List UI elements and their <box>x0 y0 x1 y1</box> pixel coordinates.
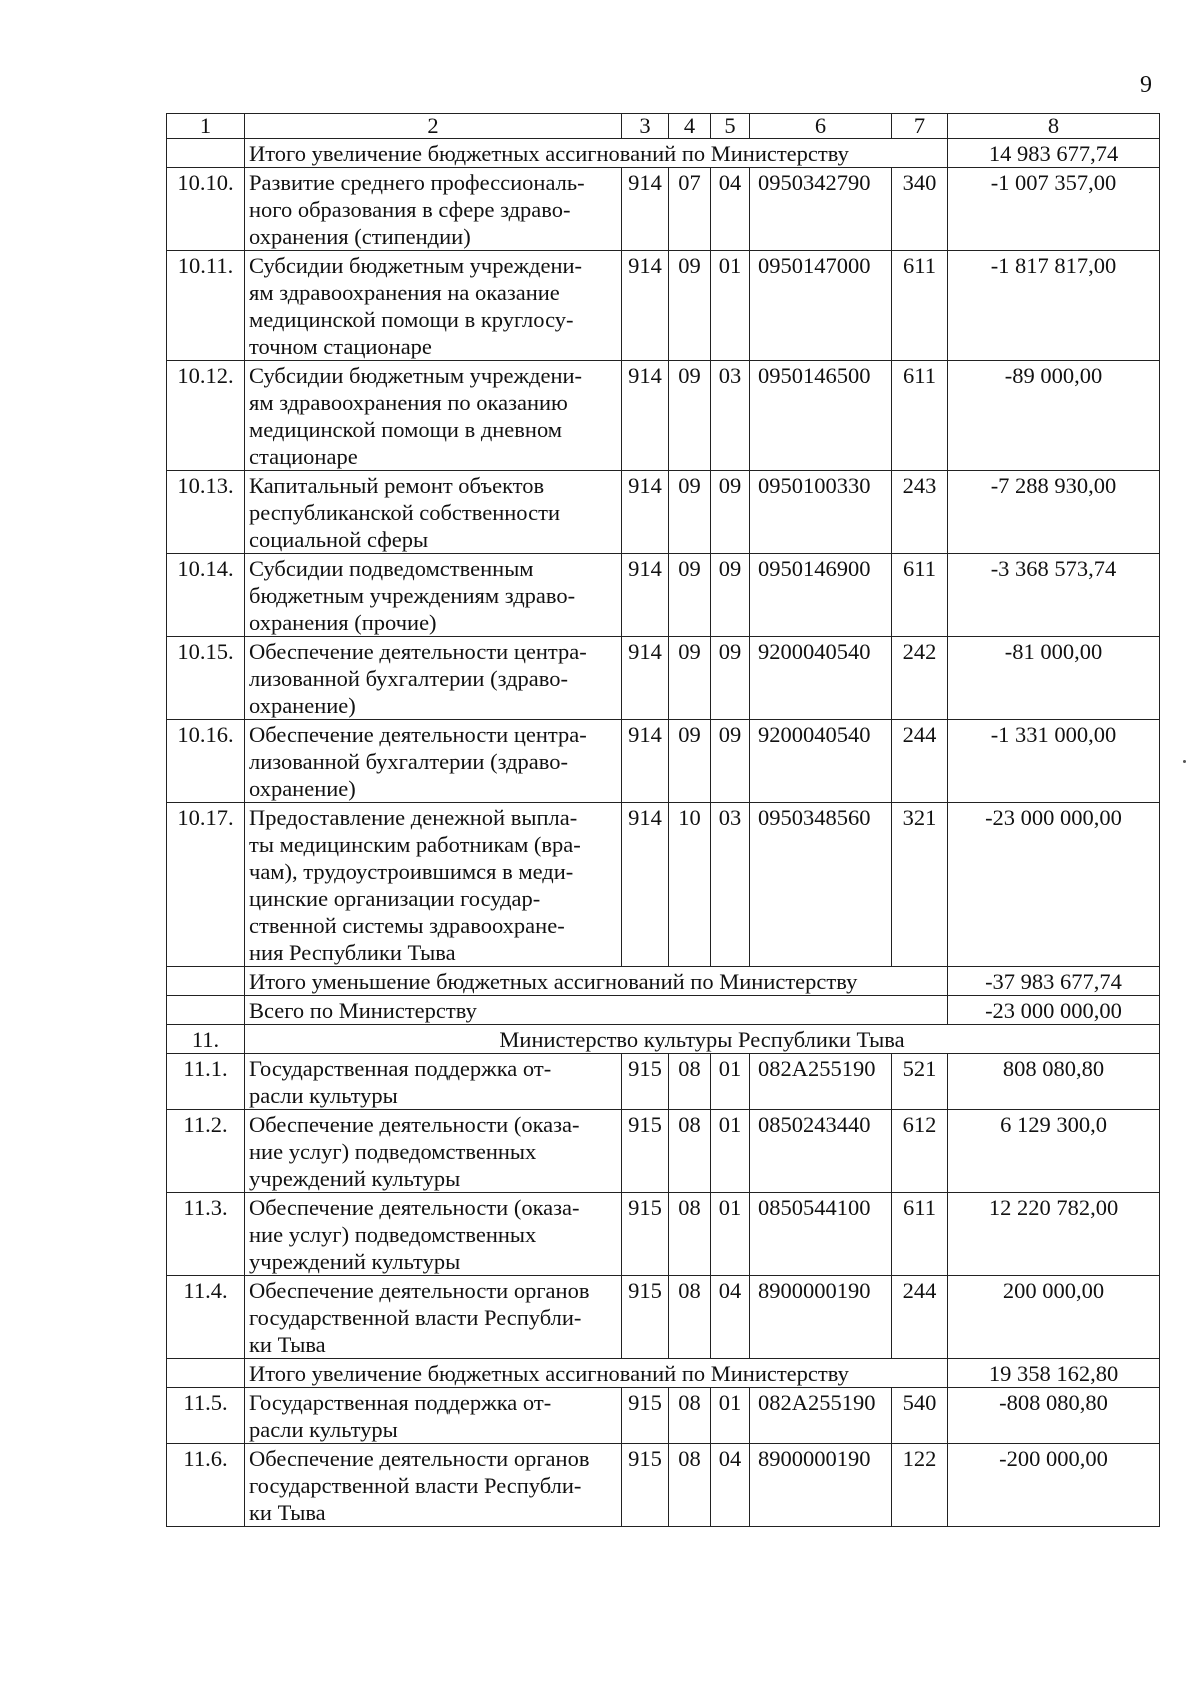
row-description: Развитие среднего профессиональ- ного образования в сфере здраво- охранения (стипендии) <box>245 168 622 251</box>
target-article-code: 0950348560 <box>750 803 892 967</box>
subsection-code: 04 <box>711 1276 750 1359</box>
row-description: Государственная поддержка от- расли культуры <box>245 1054 622 1110</box>
amount: 808 080,80 <box>948 1054 1160 1110</box>
header-cell: 8 <box>948 114 1160 139</box>
row-description: Обеспечение деятельности органов государственной власти Республи- ки Тыва <box>245 1444 622 1527</box>
expense-type-code: 122 <box>892 1444 948 1527</box>
target-article-code: 9200040540 <box>750 637 892 720</box>
target-article-code: 9200040540 <box>750 720 892 803</box>
row-description: Обеспечение деятельности (оказа- ние услуг) подведомственных учреждений культуры <box>245 1193 622 1276</box>
amount: -23 000 000,00 <box>948 803 1160 967</box>
amount: -1 331 000,00 <box>948 720 1160 803</box>
subsection-code: 01 <box>711 1193 750 1276</box>
expense-type-code: 521 <box>892 1054 948 1110</box>
section-code: 07 <box>669 168 711 251</box>
target-article-code: 0950146900 <box>750 554 892 637</box>
ministry-code: 914 <box>622 720 669 803</box>
amount: -81 000,00 <box>948 637 1160 720</box>
summary-row <box>167 996 1160 1025</box>
row-description: Государственная поддержка от- расли культуры <box>245 1388 622 1444</box>
row-description: Субсидии бюджетным учреждени- ям здравоохранения по оказанию медицинской помощи в дневном стационаре <box>245 361 622 471</box>
summary-label: Итого уменьшение бюджетных ассигнований по Министерству <box>245 967 948 996</box>
summary-label: Итого увеличение бюджетных ассигнований по Министерству <box>245 139 948 168</box>
section-code: 08 <box>669 1193 711 1276</box>
row-description: Предоставление денежной выпла- ты медицинским работникам (вра- чам), трудоустроившимся в меди- цинские организации государ- ственной системы здравоохране- ния Республики Тыва <box>245 803 622 967</box>
subsection-code: 09 <box>711 471 750 554</box>
expense-type-code: 611 <box>892 361 948 471</box>
subsection-code: 01 <box>711 251 750 361</box>
subsection-code: 09 <box>711 637 750 720</box>
expense-type-code: 611 <box>892 1193 948 1276</box>
section-code: 09 <box>669 361 711 471</box>
amount: 12 220 782,00 <box>948 1193 1160 1276</box>
section-code: 09 <box>669 554 711 637</box>
summary-row <box>167 139 1160 168</box>
ministry-code: 915 <box>622 1388 669 1444</box>
ministry-code: 914 <box>622 471 669 554</box>
expense-type-code: 540 <box>892 1388 948 1444</box>
expense-type-code: 321 <box>892 803 948 967</box>
subsection-code: 03 <box>711 361 750 471</box>
subsection-code: 01 <box>711 1110 750 1193</box>
empty-cell <box>167 967 245 996</box>
amount: -3 368 573,74 <box>948 554 1160 637</box>
section-code: 10 <box>669 803 711 967</box>
ministry-code: 914 <box>622 803 669 967</box>
section-code: 09 <box>669 471 711 554</box>
subsection-code: 09 <box>711 720 750 803</box>
summary-amount: -23 000 000,00 <box>948 996 1160 1025</box>
header-cell: 2 <box>245 114 622 139</box>
budget-table <box>166 113 1160 1527</box>
expense-type-code: 611 <box>892 554 948 637</box>
section-code: 08 <box>669 1444 711 1527</box>
table-row <box>167 1388 1160 1444</box>
section-code: 08 <box>669 1388 711 1444</box>
summary-amount: 19 358 162,80 <box>948 1359 1160 1388</box>
table-row <box>167 251 1160 361</box>
section-code: 08 <box>669 1276 711 1359</box>
amount: 6 129 300,0 <box>948 1110 1160 1193</box>
summary-amount: -37 983 677,74 <box>948 967 1160 996</box>
row-number: 10.11. <box>167 251 245 361</box>
amount: 200 000,00 <box>948 1276 1160 1359</box>
table-row <box>167 1193 1160 1276</box>
section-code: 09 <box>669 251 711 361</box>
subsection-code: 01 <box>711 1388 750 1444</box>
section-title: Министерство культуры Республики Тыва <box>245 1025 1160 1054</box>
expense-type-code: 612 <box>892 1110 948 1193</box>
expense-type-code: 244 <box>892 1276 948 1359</box>
page-number: 9 <box>1140 72 1152 98</box>
target-article-code: 8900000190 <box>750 1276 892 1359</box>
section-number: 11. <box>167 1025 245 1054</box>
target-article-code: 082А255190 <box>750 1388 892 1444</box>
amount: -1 817 817,00 <box>948 251 1160 361</box>
table-row <box>167 1276 1160 1359</box>
ministry-code: 915 <box>622 1110 669 1193</box>
row-number: 10.17. <box>167 803 245 967</box>
row-number: 11.4. <box>167 1276 245 1359</box>
ministry-code: 915 <box>622 1276 669 1359</box>
table-row <box>167 361 1160 471</box>
row-description: Обеспечение деятельности центра- лизованной бухгалтерии (здраво- охранение) <box>245 720 622 803</box>
target-article-code: 0950342790 <box>750 168 892 251</box>
row-number: 11.2. <box>167 1110 245 1193</box>
target-article-code: 0950100330 <box>750 471 892 554</box>
ministry-code: 914 <box>622 168 669 251</box>
table-row <box>167 1054 1160 1110</box>
ministry-code: 914 <box>622 637 669 720</box>
ministry-code: 915 <box>622 1054 669 1110</box>
header-cell: 4 <box>669 114 711 139</box>
expense-type-code: 243 <box>892 471 948 554</box>
target-article-code: 0850243440 <box>750 1110 892 1193</box>
ministry-code: 914 <box>622 361 669 471</box>
row-number: 10.16. <box>167 720 245 803</box>
header-row <box>167 114 1160 139</box>
row-number: 11.6. <box>167 1444 245 1527</box>
row-number: 11.5. <box>167 1388 245 1444</box>
target-article-code: 8900000190 <box>750 1444 892 1527</box>
expense-type-code: 242 <box>892 637 948 720</box>
row-number: 11.1. <box>167 1054 245 1110</box>
table-row <box>167 637 1160 720</box>
row-description: Капитальный ремонт объектов республиканской собственности социальной сферы <box>245 471 622 554</box>
row-description: Обеспечение деятельности центра- лизованной бухгалтерии (здраво- охранение) <box>245 637 622 720</box>
ministry-code: 914 <box>622 251 669 361</box>
row-number: 10.13. <box>167 471 245 554</box>
row-number: 10.10. <box>167 168 245 251</box>
row-number: 10.15. <box>167 637 245 720</box>
row-number: 10.12. <box>167 361 245 471</box>
amount: -808 080,80 <box>948 1388 1160 1444</box>
table-row <box>167 1444 1160 1527</box>
target-article-code: 0950146500 <box>750 361 892 471</box>
row-description: Субсидии подведомственным бюджетным учреждениям здраво- охранения (прочие) <box>245 554 622 637</box>
table-row <box>167 720 1160 803</box>
table-body <box>167 114 1160 1527</box>
empty-cell <box>167 996 245 1025</box>
section-code: 09 <box>669 720 711 803</box>
stray-dot <box>1183 760 1186 763</box>
summary-label: Всего по Министерству <box>245 996 948 1025</box>
section-row <box>167 1025 1160 1054</box>
ministry-code: 915 <box>622 1193 669 1276</box>
header-cell: 3 <box>622 114 669 139</box>
target-article-code: 082А255190 <box>750 1054 892 1110</box>
summary-label: Итого увеличение бюджетных ассигнований по Министерству <box>245 1359 948 1388</box>
ministry-code: 914 <box>622 554 669 637</box>
header-cell: 1 <box>167 114 245 139</box>
expense-type-code: 340 <box>892 168 948 251</box>
subsection-code: 04 <box>711 168 750 251</box>
summary-row <box>167 1359 1160 1388</box>
amount: -200 000,00 <box>948 1444 1160 1527</box>
amount: -1 007 357,00 <box>948 168 1160 251</box>
section-code: 09 <box>669 637 711 720</box>
target-article-code: 0950147000 <box>750 251 892 361</box>
ministry-code: 915 <box>622 1444 669 1527</box>
subsection-code: 04 <box>711 1444 750 1527</box>
row-description: Обеспечение деятельности органов государственной власти Республи- ки Тыва <box>245 1276 622 1359</box>
summary-amount: 14 983 677,74 <box>948 139 1160 168</box>
table-row <box>167 803 1160 967</box>
amount: -7 288 930,00 <box>948 471 1160 554</box>
target-article-code: 0850544100 <box>750 1193 892 1276</box>
row-description: Обеспечение деятельности (оказа- ние услуг) подведомственных учреждений культуры <box>245 1110 622 1193</box>
table-row <box>167 554 1160 637</box>
header-cell: 7 <box>892 114 948 139</box>
summary-row <box>167 967 1160 996</box>
expense-type-code: 244 <box>892 720 948 803</box>
row-description: Субсидии бюджетным учреждени- ям здравоохранения на оказание медицинской помощи в круглосу- точном стационаре <box>245 251 622 361</box>
subsection-code: 03 <box>711 803 750 967</box>
empty-cell <box>167 1359 245 1388</box>
subsection-code: 09 <box>711 554 750 637</box>
section-code: 08 <box>669 1054 711 1110</box>
section-code: 08 <box>669 1110 711 1193</box>
row-number: 10.14. <box>167 554 245 637</box>
table-row <box>167 471 1160 554</box>
row-number: 11.3. <box>167 1193 245 1276</box>
empty-cell <box>167 139 245 168</box>
table-row <box>167 168 1160 251</box>
table-row <box>167 1110 1160 1193</box>
header-cell: 6 <box>750 114 892 139</box>
subsection-code: 01 <box>711 1054 750 1110</box>
expense-type-code: 611 <box>892 251 948 361</box>
header-cell: 5 <box>711 114 750 139</box>
amount: -89 000,00 <box>948 361 1160 471</box>
